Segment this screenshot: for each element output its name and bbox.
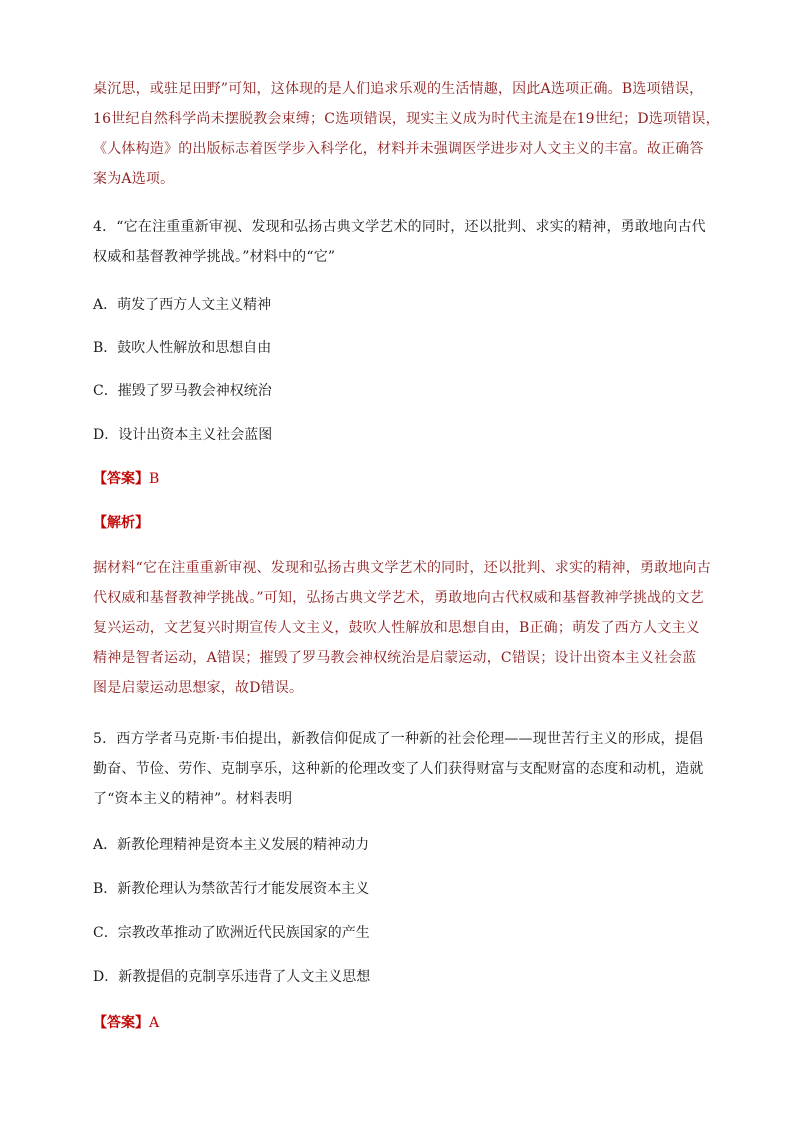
stem-line: 4．“它在注重重新审视、发现和弘扬古典文学艺术的同时，还以批判、求实的精神，勇敢地向古代 [93, 219, 706, 235]
analysis-line: 案为A选项。 [93, 171, 175, 187]
analysis-line: 据材料“它在注重重新审视、发现和弘扬古典文学艺术的同时，还以批判、求实的精神，勇敢地向古 [93, 560, 711, 576]
analysis-line: 代权威和基督教神学挑战。”可知，弘扬古典文学艺术，勇敢地向古代权威和基督教神学挑战的文艺 [93, 590, 704, 606]
analysis-label: 解析 [107, 515, 135, 531]
stem-line: 勤奋、节俭、劳作、克制享乐，这种新的伦理改变了人们获得财富与支配财富的态度和动机，造就 [93, 761, 704, 777]
answer-value: A [149, 1015, 160, 1031]
q5-option-d: D．新教提倡的克制享乐违背了人文主义思想 [93, 969, 371, 985]
q4-analysis-heading: 【解析】 [93, 515, 149, 531]
q4-option-a: A．萌发了西方人文主义精神 [93, 297, 272, 313]
q5-option-c: C．宗教改革推动了欧洲近代民族国家的产生 [93, 925, 370, 941]
q5-option-a: A．新教伦理精神是资本主义发展的精神动力 [93, 837, 370, 853]
q4-answer: 【答案】B [93, 471, 160, 487]
analysis-line: 图是启蒙运动思想家，故D错误。 [93, 680, 304, 696]
question-4-stem [93, 212, 706, 272]
q4-option-b: B．鼓吹人性解放和思想自由 [93, 340, 272, 356]
answer-label: 答案 [107, 471, 135, 487]
q4-option-d: D．设计出资本主义社会蓝图 [93, 427, 273, 443]
q4-analysis-text [93, 553, 711, 703]
stem-line: 了“资本主义的精神”。材料表明 [93, 791, 293, 807]
q4-option-c: C．摧毁了罗马教会神权统治 [93, 383, 272, 399]
stem-line: 5．西方学者马克斯·韦伯提出，新教信仰促成了一种新的社会伦理——现世苦行主义的形成，提倡 [93, 731, 704, 747]
analysis-line: 精神是智者运动，A错误；摧毁了罗马教会神权统治是启蒙运动，C错误；设计出资本主义社会蓝 [93, 650, 697, 666]
answer-value: B [149, 471, 160, 487]
prev-analysis-text [93, 74, 720, 194]
stem-line: 权威和基督教神学挑战。”材料中的“它” [93, 249, 336, 265]
analysis-line: 16世纪自然科学尚未摆脱教会束缚；C选项错误，现实主义成为时代主流是在19世纪；D选项错误， [93, 111, 720, 127]
analysis-line: 复兴运动，文艺复兴时期宣传人文主义，鼓吹人性解放和思想自由，B正确；萌发了西方人文主义 [93, 620, 700, 636]
answer-label: 答案 [107, 1015, 135, 1031]
question-5-stem [93, 724, 703, 814]
q5-option-b: B．新教伦理认为禁欲苦行才能发展资本主义 [93, 881, 370, 897]
analysis-line: 《人体构造》的出版标志着医学步入科学化，材料并未强调医学进步对人文主义的丰富。故正确答 [93, 141, 704, 157]
analysis-line: 桌沉思，或驻足田野”可知，这体现的是人们追求乐观的生活情趣，因此A选项正确。B选项错误， [93, 81, 704, 97]
q5-answer: 【答案】A [93, 1015, 160, 1031]
